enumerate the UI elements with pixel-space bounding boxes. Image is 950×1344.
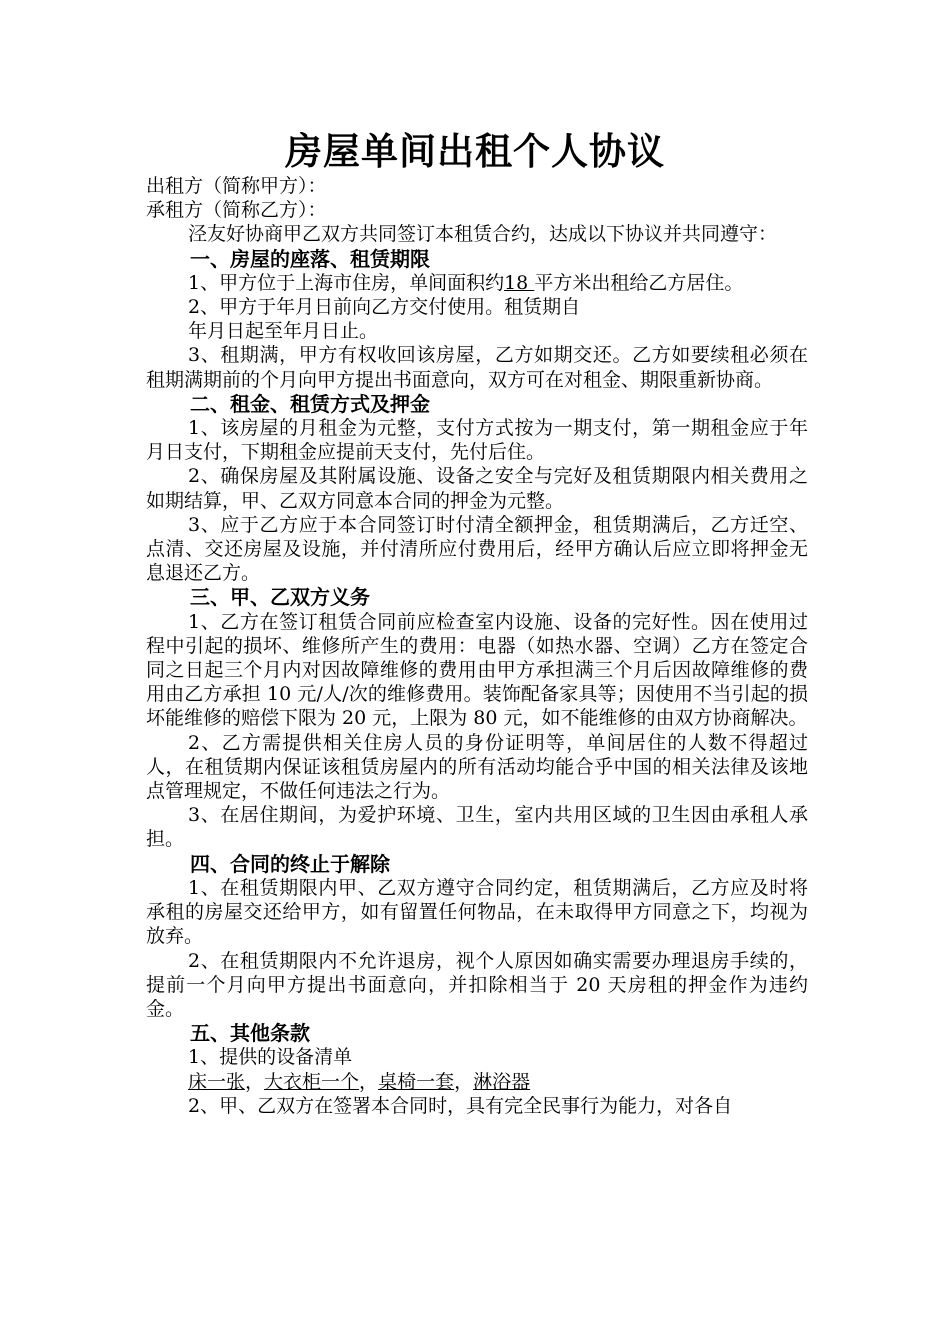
section-4-heading: 四、合同的终止于解除 (190, 851, 390, 876)
section-1-heading: 一、房屋的座落、租赁期限 (190, 246, 430, 271)
party-b-line: 承租方（简称乙方）： (146, 199, 327, 222)
equipment-item: 淋浴器 (473, 1070, 531, 1093)
section-4-clause-1: 1、在租赁期限内甲、乙双方遵守合同约定，租赁期满后，乙方应及时将承租的房屋交还给甲方，如有留置任何物品，在未取得甲方同意之下，均视为放弃。 (146, 876, 808, 948)
section-2-clause-1: 1、该房屋的月租金为元整，支付方式按为一期支付，第一期租金应于年月日支付，下期租金应提前天支付，先付后住。 (146, 417, 808, 464)
section-3-clause-2: 2、乙方需提供相关住房人员的身份证明等，单间居住的人数不得超过人，在租赁期内保证该租赁房屋内的所有活动均能合乎中国的相关法律及该地点管理规定，不做任何违法之行为。 (146, 731, 808, 803)
section-3-heading: 三、甲、乙双方义务 (190, 585, 370, 610)
section-2-heading: 二、租金、租赁方式及押金 (190, 391, 430, 416)
equipment-item: 大衣柜一个 (264, 1070, 360, 1093)
section-1-clause-2: 2、甲方于年月日前向乙方交付使用。租赁期自 (188, 296, 581, 319)
section-3-clause-1: 1、乙方在签订租赁合同前应检查室内设施、设备的完好性。因在使用过程中引起的损坏、维修所产生的费用：电器（如热水器、空调）乙方在签定合同之日起三个月内对因故障维修的费用由甲方承担满三个月后因故障维修的费用由乙方承担 10 元/人/次的维修费用。装饰配备家具等；因使用不当引起的损坏能维修的赔偿下限为 20 元，上限为 80 元，如不能维修的由双方协商解决。 (146, 610, 808, 730)
area-value: 18 (504, 271, 535, 294)
section-5-clause-1: 1、提供的设备清单 (188, 1046, 353, 1069)
section-3-clause-3: 3、在居住期间，为爱护环境、卫生，室内共用区域的卫生因由承租人承担。 (146, 804, 808, 851)
equipment-item: 桌椅一套 (378, 1070, 455, 1093)
section-4-clause-2: 2、在租赁期限内不允许退房，视个人原因如确实需要办理退房手续的，提前一个月向甲方提出书面意向，并扣除相当于 20 天房租的押金作为违约金。 (146, 949, 808, 1020)
party-a-line: 出租方（简称甲方）： (146, 175, 327, 197)
equipment-list: 床一张，大衣柜一个，桌椅一套，淋浴器 (188, 1070, 531, 1093)
section-1-clause-3: 3、租期满，甲方有权收回该房屋，乙方如期交还。乙方如要续租必须在租期满期前的个月向甲方提出书面意向，双方可在对租金、期限重新协商。 (146, 344, 808, 391)
section-5-heading: 五、其他条款 (190, 1021, 310, 1046)
document-title: 房屋单间出租个人协议 (285, 129, 665, 173)
section-2-clause-3: 3、应于乙方应于本合同签订时付清全额押金，租赁期满后，乙方迁空、点清、交还房屋及设施，并付清所应付费用后，经甲方确认后应立即将押金无息退还乙方。 (146, 513, 808, 585)
document-body (146, 174, 808, 1118)
section-5-clause-2: 2、甲、乙双方在签署本合同时，具有完全民事行为能力，对各自 (188, 1094, 733, 1117)
section-1-clause-2-cont: 年月日起至年月日止。 (188, 320, 379, 343)
section-1-clause-1: 1、甲方位于上海市住房，单间面积约18 平方米出租给乙方居住。 (188, 271, 744, 294)
intro-paragraph: 泾友好协商甲乙双方共同签订本租赁合约，达成以下协议并共同遵守： (188, 223, 778, 246)
section-2-clause-2: 2、确保房屋及其附属设施、设备之安全与完好及租赁期限内相关费用之如期结算，甲、乙双方同意本合同的押金为元整。 (146, 465, 808, 512)
equipment-item: 床一张 (188, 1070, 246, 1093)
